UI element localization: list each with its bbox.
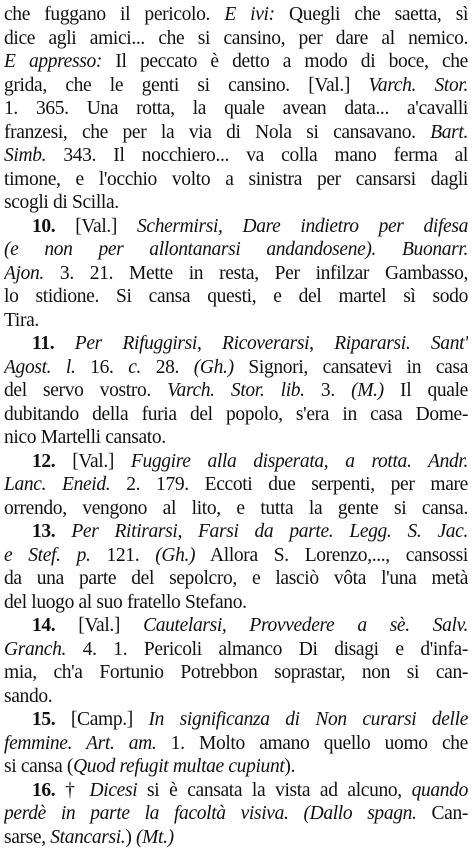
text-run: [Camp.] [55, 709, 148, 730]
text-line [4, 144, 468, 168]
text-line [4, 356, 468, 380]
text-line [4, 426, 468, 450]
italic-text: perdè in parte la facoltà visiva. (Dallo spagn. [4, 803, 417, 824]
text-run: 1. 365. Una rotta, la quale avean data... a'cavalli [4, 98, 468, 119]
text-line [4, 450, 468, 474]
text-line [4, 614, 468, 638]
italic-text: Cautelarsi, Provvedere a sè. Salv. [143, 615, 468, 636]
text-line [4, 121, 468, 145]
italic-text: (e non per allontanarsi andandosene). [4, 239, 376, 260]
text-line [4, 473, 468, 497]
italic-text: Agost. l. [4, 357, 75, 378]
text-run: ). [284, 756, 295, 777]
text-run: [Val.] [55, 615, 143, 636]
text-run: [Val.] [55, 216, 137, 237]
text-run: ) [125, 827, 136, 848]
entry-number: 15. [32, 709, 55, 730]
italic-text: Varch. Stor. lib. [167, 380, 305, 401]
entry-number: 14. [32, 615, 55, 636]
text-run: Can- [417, 803, 468, 824]
dictionary-page [4, 3, 468, 849]
entry-number: 12. [32, 451, 55, 472]
italic-text: Dicesi [90, 780, 138, 801]
text-run: 3. [305, 380, 351, 401]
text-run: 1. Molto amano quello uomo che [156, 733, 468, 754]
italic-text: (Mt.) [136, 827, 174, 848]
text-body [4, 3, 468, 849]
text-run: Il peccato è detto a modo di boce, che [102, 51, 468, 72]
text-run [54, 333, 75, 354]
text-run: Il quale [384, 380, 468, 401]
text-run: 2. 179. Eccoti due serpenti, per mare [110, 474, 468, 495]
text-run: Quegli che saetta, sì [275, 4, 468, 25]
text-line [4, 638, 468, 662]
text-line [4, 379, 468, 403]
text-line [4, 685, 468, 709]
text-line [4, 27, 468, 51]
italic-text: Quod refugit multae cupiunt [73, 756, 284, 777]
italic-text: In significanza di Non curarsi delle [149, 709, 469, 730]
text-run: sando. [4, 686, 52, 707]
text-line [4, 191, 468, 215]
text-line [4, 50, 468, 74]
italic-text: Schermirsi, Dare indietro per difesa [137, 216, 468, 237]
text-line [4, 591, 468, 615]
text-run: timone, e l'occhio volto a sinistra per cansarsi dagli [4, 169, 468, 190]
italic-text: Per Ritirarsi, Farsi da parte. Legg. S. Jac. [71, 521, 468, 542]
text-run: nico Martelli cansato. [4, 427, 166, 448]
text-line [4, 262, 468, 286]
text-run: che fuggano il pericolo. [4, 4, 224, 25]
text-run: lo stidione. Si cansa questi, e del martel sì sodo [4, 286, 468, 307]
italic-text: (Gh.) [194, 357, 234, 378]
text-line [4, 802, 468, 826]
italic-text: c. [128, 357, 141, 378]
italic-text: E ivi: [224, 4, 274, 25]
text-run: dubitando della furia del popolo, s'era in casa Dome- [4, 404, 468, 425]
text-line [4, 3, 468, 27]
text-line [4, 309, 468, 333]
text-line [4, 708, 468, 732]
italic-text: Lanc. Eneid. [4, 474, 110, 495]
text-run: 121. [91, 545, 156, 566]
text-run: franzesi, che per la via di Nola si cansavano. [4, 122, 430, 143]
text-run: scogli di Scilla. [4, 192, 119, 213]
text-run: si è cansata la vista ad alcuno, [137, 780, 411, 801]
text-run: Tira. [4, 310, 39, 331]
text-line [4, 285, 468, 309]
italic-text: Stancarsi. [50, 827, 125, 848]
italic-text: (Gh.) [155, 545, 195, 566]
text-run: 343. Il nocchiero... va colla mano ferma al [46, 145, 468, 166]
italic-text: Bart. [430, 122, 468, 143]
text-run: del servo vostro. [4, 380, 167, 401]
text-line [4, 779, 468, 803]
italic-text: E appresso: [4, 51, 102, 72]
entry-number: 10. [32, 216, 55, 237]
italic-text: Buonarr. [402, 239, 468, 260]
text-line [4, 168, 468, 192]
text-line [4, 238, 468, 262]
text-run: Signori, cansatevi in casa [234, 357, 468, 378]
text-line [4, 544, 468, 568]
text-run: 16. [75, 357, 128, 378]
text-line [4, 661, 468, 685]
text-run: Allora S. Lorenzo,..., cansossi [195, 545, 468, 566]
text-line [4, 520, 468, 544]
text-run: si cansa ( [4, 756, 73, 777]
italic-text: femmine. Art. am. [4, 733, 156, 754]
text-line [4, 332, 468, 356]
italic-text: (M.) [351, 380, 384, 401]
text-run: orrendo, vengono al lito, e tutta la gente si cansa. [4, 498, 468, 519]
text-run: 3. 21. Mette in resta, Per infilzar Gambasso, [44, 263, 468, 284]
text-run: da una parte del sepolcro, e lasciò vôta l'una metà [4, 568, 468, 589]
text-line [4, 215, 468, 239]
text-run: [Val.] [55, 451, 131, 472]
italic-text: quando [412, 780, 468, 801]
italic-text: Simb. [4, 145, 46, 166]
entry-number: 13. [32, 521, 55, 542]
italic-text: e Stef. p. [4, 545, 91, 566]
text-run: 4. 1. Pericoli almanco Di disagi e d'infa- [66, 639, 468, 660]
text-run: dice agli amici... che si cansino, per dare al nemico. [4, 28, 468, 49]
text-line [4, 497, 468, 521]
italic-text: Ajon. [4, 263, 44, 284]
text-line [4, 732, 468, 756]
italic-text: Varch. Stor. [369, 75, 468, 96]
text-line [4, 826, 468, 849]
text-run: † [55, 780, 89, 801]
text-run [376, 239, 402, 260]
text-line [4, 403, 468, 427]
text-line [4, 97, 468, 121]
text-line [4, 567, 468, 591]
italic-text: Per Rifuggirsi, Ricoverarsi, Ripararsi. Sant' [75, 333, 468, 354]
entry-number: 16. [32, 780, 55, 801]
text-run: del luogo al suo fratello Stefano. [4, 592, 247, 613]
text-run: grida, che le genti si cansino. [Val.] [4, 75, 369, 96]
text-run: 28. [141, 357, 194, 378]
italic-text: Fuggire alla disperata, a rotta. Andr. [131, 451, 468, 472]
text-run: sarse, [4, 827, 50, 848]
text-run [55, 521, 71, 542]
text-line [4, 74, 468, 98]
text-run: mia, ch'a Fortunio Potrebbon soprastar, non si can- [4, 662, 468, 683]
entry-number: 11. [32, 333, 54, 354]
italic-text: Granch. [4, 639, 66, 660]
